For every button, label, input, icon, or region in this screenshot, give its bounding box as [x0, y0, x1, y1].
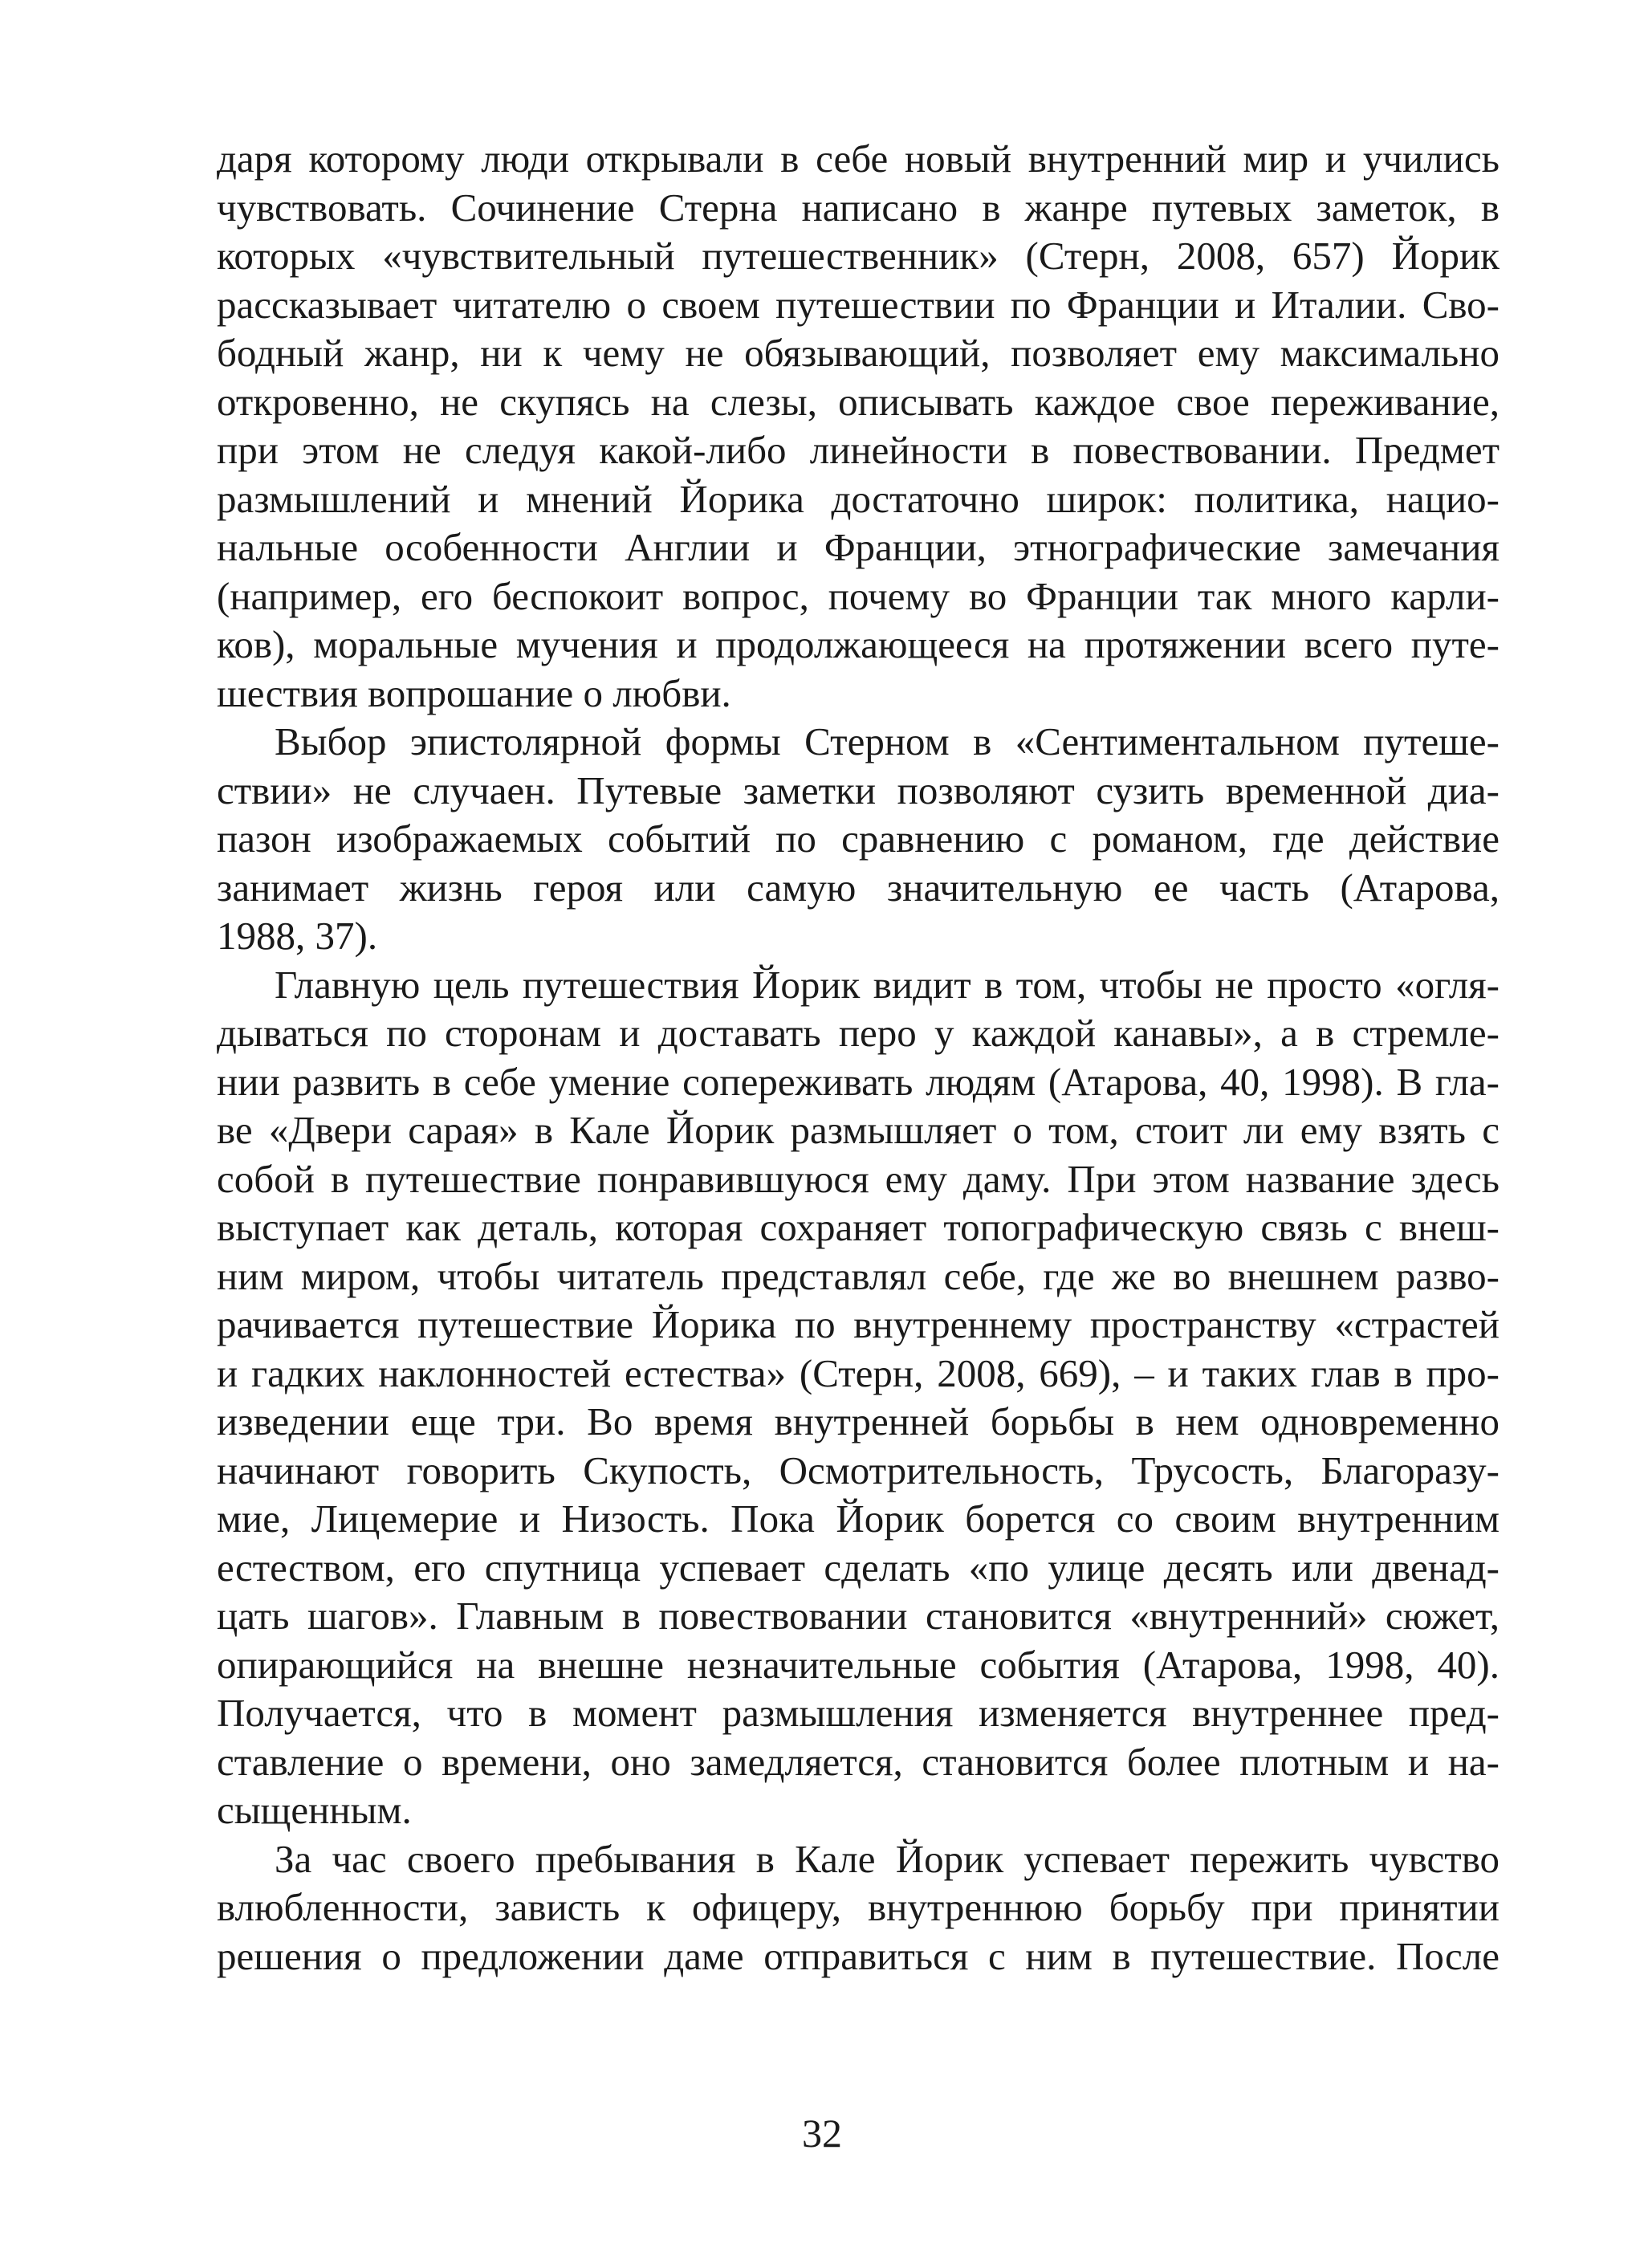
text-line: ствии» не случаен. Путевые заметки позволяют сузить временной диа-	[217, 768, 1500, 812]
paragraph	[217, 718, 1500, 961]
paragraph	[217, 1835, 1500, 1981]
text-line: выступает как деталь, которая сохраняет топографическую связь с внеш-	[217, 1205, 1500, 1249]
text-line: шествия вопрошание о любви.	[217, 670, 731, 715]
text-line: Главную цель путешествия Йорик видит в том, чтобы не просто «огля-	[275, 962, 1500, 1007]
text-line: решения о предложении даме отправиться с ним в путешествие. После	[217, 1933, 1500, 1978]
text-line: естеством, его спутница успевает сделать «по улице десять или двенад-	[217, 1545, 1500, 1590]
paragraph	[217, 961, 1500, 1835]
text-line: изведении еще три. Во время внутренней борьбы в нем одновременно	[217, 1399, 1500, 1443]
text-line: сыщенным.	[217, 1788, 412, 1832]
text-line: бодный жанр, ни к чему не обязывающий, позволяет ему максимально	[217, 331, 1500, 375]
text-line: даря которому люди открывали в себе новый внутренний мир и учились	[217, 136, 1500, 181]
text-line: мие, Лицемерие и Низость. Пока Йорик борется со своим внутренним	[217, 1496, 1500, 1541]
text-line: пазон изображаемых событий по сравнению с романом, где действие	[217, 816, 1500, 861]
paragraph	[217, 135, 1500, 718]
text-line: собой в путешествие понравившуюся ему даму. При этом название здесь	[217, 1156, 1500, 1201]
text-line: рачивается путешествие Йорика по внутреннему пространству «страстей	[217, 1302, 1500, 1346]
text-line: 1988, 37).	[217, 914, 378, 958]
text-line: Получается, что в момент размышления изменяется внутреннее пред-	[217, 1691, 1500, 1735]
text-line: начинают говорить Скупость, Осмотрительность, Трусость, Благоразу-	[217, 1448, 1500, 1492]
text-line: дываться по сторонам и доставать перо у каждой канавы», а в стремле-	[217, 1011, 1500, 1055]
text-line: цать шагов». Главным в повествовании становится «внутренний» сюжет,	[217, 1594, 1500, 1638]
text-line: Выбор эпистолярной формы Стерном в «Сентиментальном путеше-	[275, 719, 1500, 763]
page-number: 32	[802, 2111, 842, 2156]
text-line: влюбленности, зависть к офицеру, внутреннюю борьбу при принятии	[217, 1885, 1500, 1929]
text-line: чувствовать. Сочинение Стерна написано в жанре путевых заметок, в	[217, 185, 1500, 230]
text-line: откровенно, не скупясь на слезы, описывать каждое свое переживание,	[217, 379, 1500, 424]
text-line: ков), моральные мучения и продолжающееся на протяжении всего путе-	[217, 622, 1500, 666]
text-line: ве «Двери сарая» в Кале Йорик размышляет о том, стоит ли ему взять с	[217, 1108, 1500, 1152]
text-line: За час своего пребывания в Кале Йорик успевает пережить чувство	[275, 1836, 1500, 1881]
text-line: занимает жизнь героя или самую значительную ее часть (Атарова,	[217, 865, 1500, 910]
text-line: и гадких наклонностей естества» (Стерн, 2008, 669), – и таких глав в про-	[217, 1350, 1500, 1395]
text-line: ним миром, чтобы читатель представлял себе, где же во внешнем разво-	[217, 1253, 1500, 1298]
text-line: нии развить в себе умение сопереживать людям (Атарова, 40, 1998). В гла-	[217, 1059, 1500, 1104]
text-line: ставление о времени, оно замедляется, становится более плотным и на-	[217, 1739, 1500, 1784]
text-line: при этом не следуя какой-либо линейности в повествовании. Предмет	[217, 428, 1500, 472]
document-body	[217, 135, 1500, 1981]
text-line: нальные особенности Англии и Франции, этнографические замечания	[217, 525, 1500, 569]
text-line: (например, его беспокоит вопрос, почему во Франции так много карли-	[217, 573, 1500, 618]
text-line: опирающийся на внешне незначительные события (Атарова, 1998, 40).	[217, 1642, 1500, 1687]
text-line: рассказывает читателю о своем путешествии по Франции и Италии. Сво-	[217, 282, 1500, 327]
text-line: которых «чувствительный путешественник» (Стерн, 2008, 657) Йорик	[217, 234, 1500, 278]
text-line: размышлений и мнений Йорика достаточно широк: политика, нацио-	[217, 476, 1500, 521]
